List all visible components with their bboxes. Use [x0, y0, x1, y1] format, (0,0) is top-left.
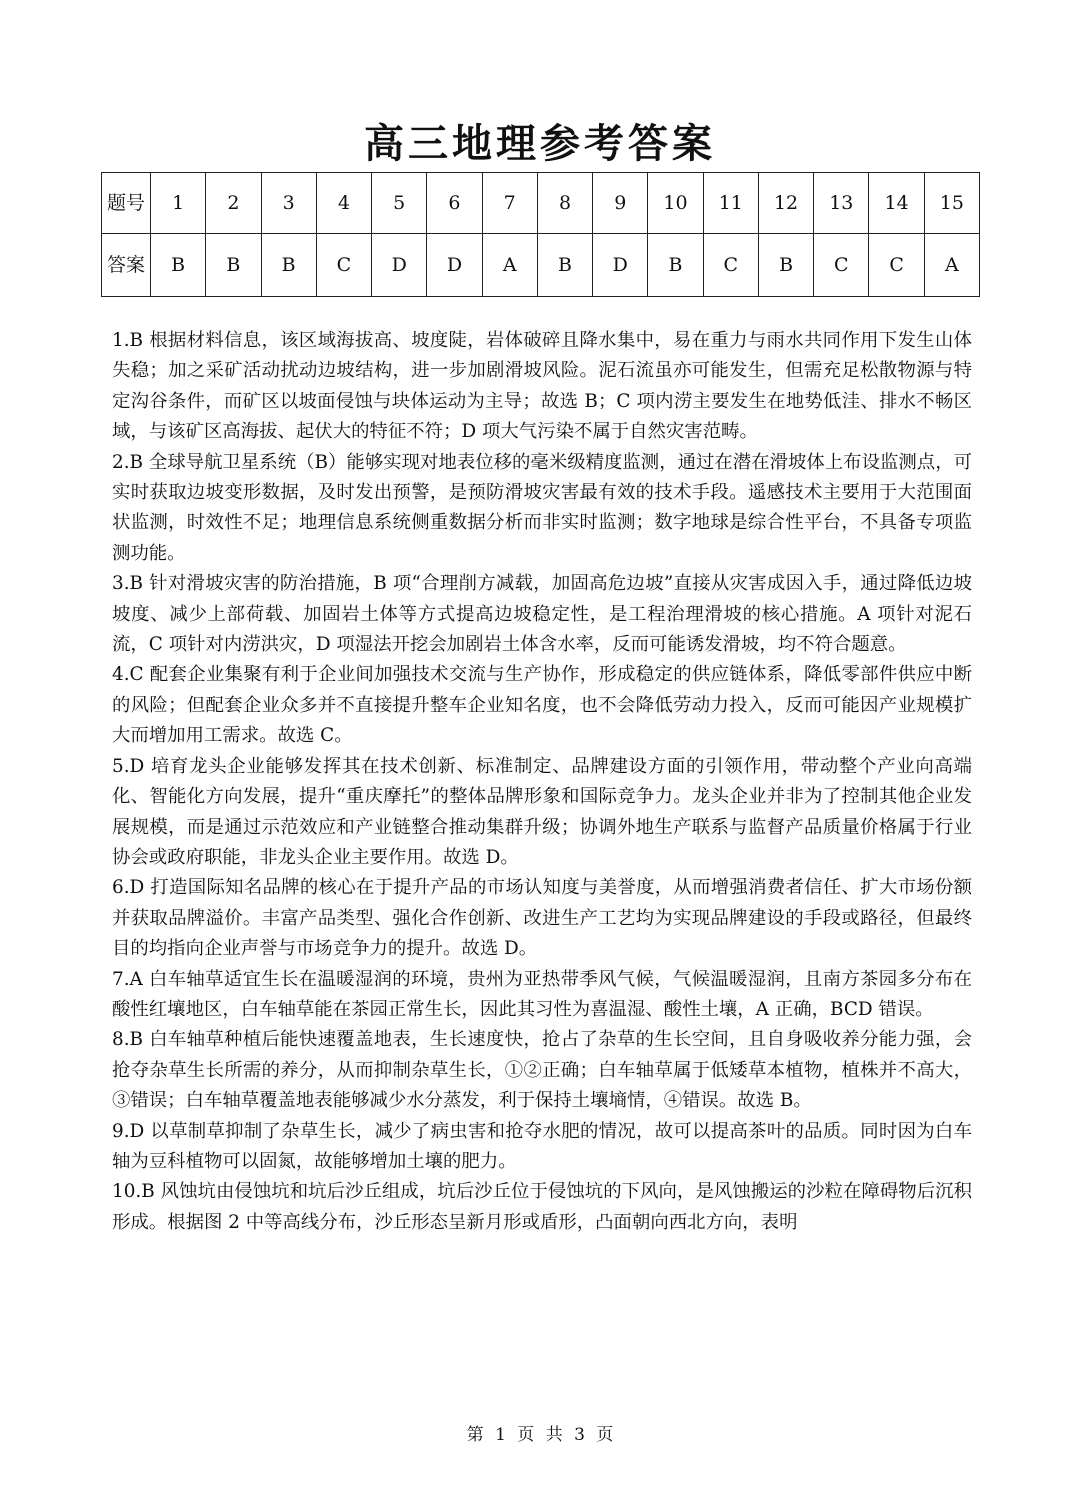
- answer-cell: C: [316, 234, 371, 297]
- answer-row: [102, 234, 980, 297]
- answer-cell: B: [151, 234, 206, 297]
- explanation-paragraph: 4.C 配套企业集聚有利于企业间加强技术交流与生产协作，形成稳定的供应链体系，降低零部件供应中断的风险；但配套企业众多并不直接提升整车企业知名度，也不会降低劳动力投入，反而可能因产业规模扩大而增加用工需求。故选 C。: [112, 664, 972, 747]
- question-number: 6: [427, 173, 482, 234]
- question-number: 11: [703, 173, 758, 234]
- explanation-paragraph: 2.B 全球导航卫星系统（B）能够实现对地表位移的毫米级精度监测，通过在潜在滑坡体上布设监测点，可实时获取边坡变形数据，及时发出预警，是预防滑坡灾害最有效的技术手段。遥感技术主要用于大范围面状监测，时效性不足；地理信息系统侧重数据分析而非实时监测；数字地球是综合性平台，不具备专项监测功能。: [112, 451, 972, 564]
- question-number: 13: [814, 173, 869, 234]
- answer-cell: C: [869, 234, 924, 297]
- question-number: 12: [758, 173, 813, 234]
- explanation-paragraph: 8.B 白车轴草种植后能快速覆盖地表，生长速度快，抢占了杂草的生长空间，且自身吸收养分能力强，会抢夺杂草生长所需的养分，从而抑制杂草生长，①②正确；白车轴草属于低矮草本植物，植株并不高大，③错误；白车轴草覆盖地表能够减少水分蒸发，利于保持土壤墒情，④错误。故选 B。: [112, 1029, 972, 1112]
- answer-row-header: 答案: [102, 234, 151, 297]
- answer-cell: B: [261, 234, 316, 297]
- explanation-paragraph: 10.B 风蚀坑由侵蚀坑和坑后沙丘组成，坑后沙丘位于侵蚀坑的下风向，是风蚀搬运的沙粒在障碍物后沉积形成。根据图 2 中等高线分布，沙丘形态呈新月形或盾形，凸面朝向西北方向，表明: [112, 1181, 972, 1233]
- page-footer: 第 1 页 共 3 页: [466, 1425, 614, 1445]
- question-number: 15: [924, 173, 979, 234]
- question-number: 8: [537, 173, 592, 234]
- explanation-paragraph: 3.B 针对滑坡灾害的防治措施，B 项“合理削方减载，加固高危边坡”直接从灾害成因入手，通过降低边坡坡度、减少上部荷载、加固岩土体等方式提高边坡稳定性，是工程治理滑坡的核心措施。A 项针对泥石流，C 项针对内涝洪灾，D 项湿法开挖会加剧岩土体含水率，反而可能诱发滑坡，均不符合题意。: [112, 573, 972, 656]
- answer-table: [101, 172, 980, 297]
- answer-cell: C: [814, 234, 869, 297]
- explanation-paragraph: 5.D 培育龙头企业能够发挥其在技术创新、标准制定、品牌建设方面的引领作用，带动整个产业向高端化、智能化方向发展，提升“重庆摩托”的整体品牌形象和国际竞争力。龙头企业并非为了控制其他企业发展规模，而是通过示范效应和产业链整合推动集群升级；协调外地生产联系与监督产品质量价格属于行业协会或政府职能，非龙头企业主要作用。故选 D。: [112, 755, 972, 868]
- answer-cell: B: [648, 234, 703, 297]
- answer-cell: B: [758, 234, 813, 297]
- question-number: 3: [261, 173, 316, 234]
- question-number: 5: [372, 173, 427, 234]
- question-number: 10: [648, 173, 703, 234]
- answer-cell: A: [482, 234, 537, 297]
- question-number: 9: [593, 173, 648, 234]
- answer-cell: B: [537, 234, 592, 297]
- explanation-paragraph: 7.A 白车轴草适宜生长在温暖湿润的环境，贵州为亚热带季风气候，气候温暖湿润，且南方茶园多分布在酸性红壤地区，白车轴草能在茶园正常生长，因此其习性为喜温湿、酸性土壤，A 正确，BCD 错误。: [112, 968, 972, 1020]
- answer-cell: D: [593, 234, 648, 297]
- answer-cell: A: [924, 234, 979, 297]
- question-number: 2: [206, 173, 261, 234]
- explanation-paragraph: 9.D 以草制草抑制了杂草生长，减少了病虫害和抢夺水肥的情况，故可以提高茶叶的品质。同时因为白车轴为豆科植物可以固氮，故能够增加土壤的肥力。: [112, 1120, 972, 1172]
- answer-cell: B: [206, 234, 261, 297]
- question-number: 1: [151, 173, 206, 234]
- question-number: 7: [482, 173, 537, 234]
- explanation-paragraph: 6.D 打造国际知名品牌的核心在于提升产品的市场认知度与美誉度，从而增强消费者信任、扩大市场份额并获取品牌溢价。丰富产品类型、强化合作创新、改进生产工艺均为实现品牌建设的手段或路径，但最终目的均指向企业声誉与市场竞争力的提升。故选 D。: [112, 877, 972, 960]
- explanations: [112, 326, 972, 1238]
- question-number: 4: [316, 173, 371, 234]
- page-title: 高三地理参考答案: [364, 121, 716, 167]
- question-number: 14: [869, 173, 924, 234]
- number-row-header: 题号: [102, 173, 151, 234]
- number-row: [102, 173, 980, 234]
- answer-cell: D: [427, 234, 482, 297]
- answer-cell: C: [703, 234, 758, 297]
- answer-cell: D: [372, 234, 427, 297]
- explanation-paragraph: 1.B 根据材料信息，该区域海拔高、坡度陡，岩体破碎且降水集中，易在重力与雨水共同作用下发生山体失稳；加之采矿活动扰动边坡结构，进一步加剧滑坡风险。泥石流虽亦可能发生，但需充足松散物源与特定沟谷条件，而矿区以坡面侵蚀与块体运动为主导；故选 B；C 项内涝主要发生在地势低洼、排水不畅区域，与该矿区高海拔、起伏大的特征不符；D 项大气污染不属于自然灾害范畴。: [112, 330, 972, 443]
